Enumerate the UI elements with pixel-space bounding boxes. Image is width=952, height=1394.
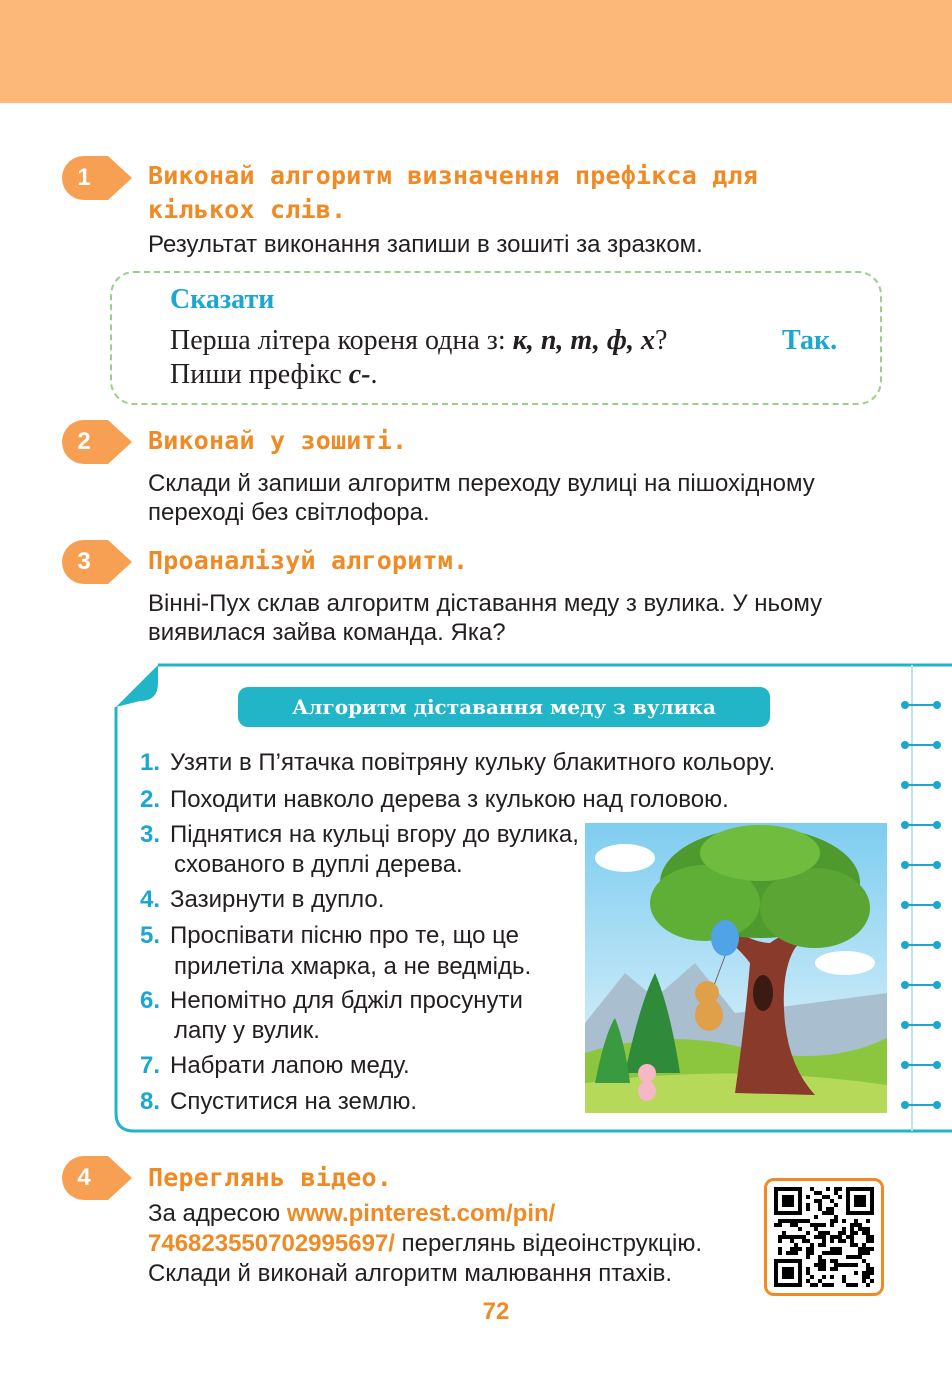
- task-4-badge: [62, 1156, 132, 1200]
- step-5-cont: [140, 951, 531, 982]
- task-1-title-line2: кількох слів.: [148, 195, 347, 224]
- notebook-ring: [900, 777, 942, 787]
- task-number: 3: [77, 548, 91, 575]
- honey-tree-illustration: [585, 823, 887, 1113]
- step-8: [140, 1086, 417, 1117]
- step-number: 6.: [140, 987, 161, 1014]
- step-5: [140, 920, 519, 951]
- example-period: .: [370, 359, 378, 390]
- step-6-cont: [140, 1015, 320, 1046]
- step-text-cont: лапу у вулик.: [174, 1017, 320, 1044]
- task-2-text-line2: переході без світлофора.: [148, 499, 430, 526]
- qr-code-pattern: [774, 1187, 874, 1287]
- example-line-2-text: Пиши префікс: [170, 359, 349, 390]
- page-number: 72: [482, 1298, 510, 1325]
- task-2-badge: [62, 420, 132, 464]
- step-4: [140, 884, 384, 915]
- task-number: 4: [77, 1164, 91, 1191]
- task-4-text-line3: Склади й виконай алгоритм малювання птахів.: [148, 1260, 673, 1287]
- step-3: [140, 819, 579, 850]
- task-4-title: Переглянь відео.: [148, 1163, 393, 1192]
- notebook-ring: [900, 1017, 942, 1027]
- task-3-text-line1: Вінні-Пух склав алгоритм діставання меду з вулика. У ньому: [148, 590, 823, 617]
- step-number: 1.: [140, 749, 161, 776]
- task-3-badge: [62, 540, 132, 584]
- step-text-cont: прилетіла хмарка, а не ведмідь.: [174, 953, 532, 980]
- example-prefix: с-: [348, 359, 371, 390]
- example-line-2: [170, 359, 378, 391]
- step-7: [140, 1050, 410, 1081]
- step-text: Набрати лапою меду.: [170, 1052, 410, 1079]
- example-line-1-text: Перша літера кореня одна з:: [170, 325, 513, 356]
- algorithm-title: Алгоритм діставання меду з вулика: [238, 687, 770, 727]
- task-2-title: Виконай у зошиті.: [148, 426, 408, 455]
- task-4-text-prefix: За адресою: [148, 1200, 287, 1227]
- task-1-title-line1: Виконай алгоритм визначення префікса для: [148, 161, 759, 190]
- notebook-ring: [900, 817, 942, 827]
- example-letters: к, п, т, ф, х: [512, 325, 655, 356]
- step-text: Піднятися на кульці вгору до вулика,: [170, 821, 579, 848]
- task-1-badge: [62, 156, 132, 200]
- task-4-text-line1: [148, 1199, 748, 1229]
- task-4-text-line2: [148, 1229, 748, 1259]
- task-2-text-line1: Склади й запиши алгоритм переходу вулиці на пішохідному: [148, 470, 815, 497]
- example-title: Сказати: [170, 284, 275, 315]
- top-header-band: [0, 0, 952, 103]
- step-text: Узяти в П’ятачка повітряну кульку блакитного кольору.: [170, 749, 776, 776]
- qr-code[interactable]: [764, 1178, 884, 1296]
- task-3-text-line2: виявилася зайва команда. Яка?: [148, 619, 506, 646]
- step-number: 3.: [140, 821, 161, 848]
- step-6: [140, 985, 523, 1016]
- step-number: 7.: [140, 1052, 161, 1079]
- example-yes: Так.: [782, 325, 838, 356]
- video-link-part1[interactable]: www.pinterest.com/pin/: [286, 1200, 556, 1227]
- task-4-text-suffix: переглянь відеоінструкцію.: [394, 1230, 702, 1257]
- step-2: [140, 784, 729, 815]
- task-1-text: Результат виконання запиши в зошиті за зразком.: [148, 231, 703, 258]
- notebook-ring: [900, 897, 942, 907]
- step-text-cont: схованого в дуплі дерева.: [174, 851, 463, 878]
- step-number: 4.: [140, 886, 161, 913]
- step-number: 8.: [140, 1088, 161, 1115]
- step-number: 5.: [140, 922, 161, 949]
- step-text: Спуститися на землю.: [170, 1088, 418, 1115]
- notebook-ring: [900, 1097, 942, 1107]
- example-line-1: [170, 325, 667, 357]
- task-number: 2: [77, 428, 91, 455]
- notebook-ring: [900, 857, 942, 867]
- notebook-ring: [900, 737, 942, 747]
- notebook-ring: [900, 937, 942, 947]
- notebook-ring: [900, 1057, 942, 1067]
- step-text: Походити навколо дерева з кулькою над головою.: [170, 786, 729, 813]
- task-3-title: Проаналізуй алгоритм.: [148, 546, 469, 575]
- task-number: 1: [77, 164, 91, 191]
- step-text: Зазирнути в дупло.: [170, 886, 385, 913]
- step-text: Проспівати пісню про те, що це: [170, 922, 519, 949]
- step-text: Непомітно для бджіл просунути: [170, 987, 523, 1014]
- notebook-ring: [900, 697, 942, 707]
- notebook-ring: [900, 977, 942, 987]
- step-1: [140, 747, 775, 778]
- example-question-mark: ?: [654, 325, 668, 356]
- video-link-part2[interactable]: 746823550702995697/: [148, 1230, 395, 1257]
- step-number: 2.: [140, 786, 161, 813]
- step-3-cont: [140, 849, 463, 880]
